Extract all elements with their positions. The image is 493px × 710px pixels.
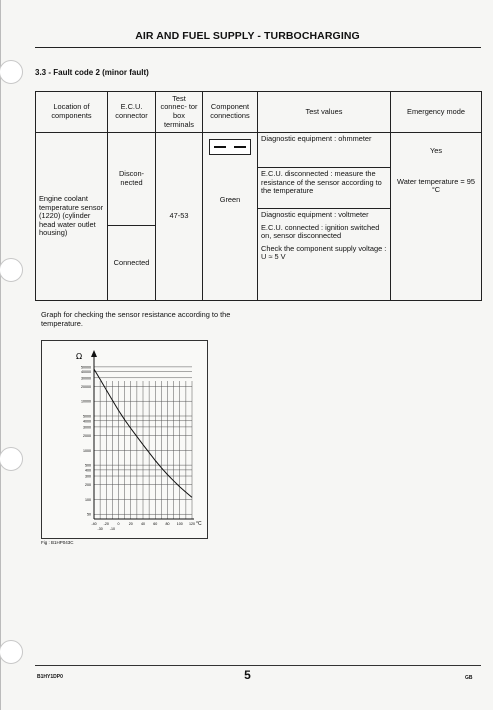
emergency-yes: Yes bbox=[429, 146, 443, 155]
test-value-voltmeter: Diagnostic equipment : voltmeter bbox=[258, 208, 390, 222]
cell-test-values bbox=[258, 133, 391, 301]
y-tick-label: 5000 bbox=[83, 414, 91, 419]
punch-hole bbox=[0, 258, 23, 282]
col-header-test-box: Test connec- tor box terminals bbox=[156, 92, 203, 133]
cell-emergency bbox=[391, 133, 482, 301]
test-value-supply-voltage: Check the component supply voltage : U ≈ 5 V bbox=[261, 243, 387, 262]
col-header-test-values: Test values bbox=[258, 92, 391, 133]
col-header-location: Location of components bbox=[36, 92, 108, 133]
page-header-title: AIR AND FUEL SUPPLY - TURBOCHARGING bbox=[135, 30, 360, 42]
y-tick-label: 4000 bbox=[83, 419, 91, 424]
footer-code: B1HY1DP0 bbox=[37, 674, 63, 680]
component-color: Green bbox=[219, 194, 241, 204]
ohmmeter-symbol-icon bbox=[206, 139, 254, 158]
x-unit-label: °C bbox=[196, 521, 202, 527]
x-tick-label: -40 bbox=[91, 522, 97, 526]
y-tick-label: 30000 bbox=[81, 376, 91, 381]
resistance-graph bbox=[41, 340, 208, 539]
footer-divider bbox=[35, 665, 481, 666]
punch-hole bbox=[0, 447, 23, 471]
y-axis-arrow-icon bbox=[91, 350, 97, 357]
fault-table bbox=[35, 91, 482, 301]
page-number: 5 bbox=[244, 668, 251, 682]
cell-terminals: 47-53 bbox=[156, 133, 203, 301]
cell-ecu-connected: Connected bbox=[108, 226, 156, 301]
y-tick-label: 2000 bbox=[83, 434, 91, 439]
x-tick-label: 0 bbox=[117, 522, 120, 526]
y-tick-label: 40000 bbox=[81, 370, 91, 375]
test-value-ecu-connected: E.C.U. connected : ignition switched on, sensor disconnected bbox=[261, 222, 380, 241]
y-tick-label: 3000 bbox=[83, 425, 91, 430]
x-tick-label: -10 bbox=[109, 527, 115, 531]
figure-label: Fig : B1HP043C bbox=[41, 540, 74, 545]
y-tick-label: 20000 bbox=[81, 384, 91, 389]
cell-location: Engine coolant temperature sensor (1220) (cylinder head water outlet housing) bbox=[36, 133, 108, 301]
emergency-water-temp: Water temperature = 95 °C bbox=[397, 176, 475, 195]
x-tick-label: 100 bbox=[176, 522, 183, 526]
punch-hole bbox=[0, 640, 23, 664]
resistance-chart-svg bbox=[42, 341, 207, 538]
y-tick-label: 300 bbox=[85, 474, 91, 479]
x-tick-label: -30 bbox=[97, 527, 103, 531]
section-title: 3.3 - Fault code 2 (minor fault) bbox=[35, 68, 149, 77]
test-value-ecu-disconnected: E.C.U. disconnected : measure the resistance of the sensor according to the temperature bbox=[258, 167, 390, 208]
y-unit-label: Ω bbox=[76, 352, 83, 361]
table-header-row bbox=[36, 92, 482, 133]
x-tick-label: 40 bbox=[141, 522, 145, 526]
y-tick-label: 400 bbox=[85, 468, 91, 473]
x-tick-label: 20 bbox=[128, 522, 133, 526]
y-tick-label: 10000 bbox=[81, 399, 91, 404]
x-tick-label: 60 bbox=[153, 522, 158, 526]
footer-language: GB bbox=[465, 675, 473, 681]
x-tick-label: -20 bbox=[103, 522, 109, 526]
x-tick-label: 80 bbox=[165, 522, 170, 526]
col-header-ecu: E.C.U. connector bbox=[108, 92, 156, 133]
y-tick-label: 200 bbox=[85, 483, 91, 488]
cell-component bbox=[203, 133, 258, 301]
col-header-component: Component connections bbox=[203, 92, 258, 133]
y-tick-label: 500 bbox=[85, 463, 91, 468]
test-value-ohmmeter: Diagnostic equipment : ohmmeter bbox=[261, 134, 372, 143]
y-tick-label: 50000 bbox=[81, 365, 91, 370]
x-tick-label: 120 bbox=[189, 522, 195, 526]
header-divider bbox=[35, 47, 481, 48]
table-row bbox=[36, 133, 482, 226]
cell-ecu-disconnected: Discon- nected bbox=[108, 133, 156, 226]
y-tick-label: 100 bbox=[85, 497, 91, 502]
graph-caption: Graph for checking the sensor resistance according to the temperature. bbox=[41, 310, 231, 328]
y-tick-label: 1000 bbox=[83, 448, 91, 453]
col-header-emergency: Emergency mode bbox=[391, 92, 482, 133]
y-tick-label: 50 bbox=[87, 512, 91, 517]
punch-hole bbox=[0, 60, 23, 84]
